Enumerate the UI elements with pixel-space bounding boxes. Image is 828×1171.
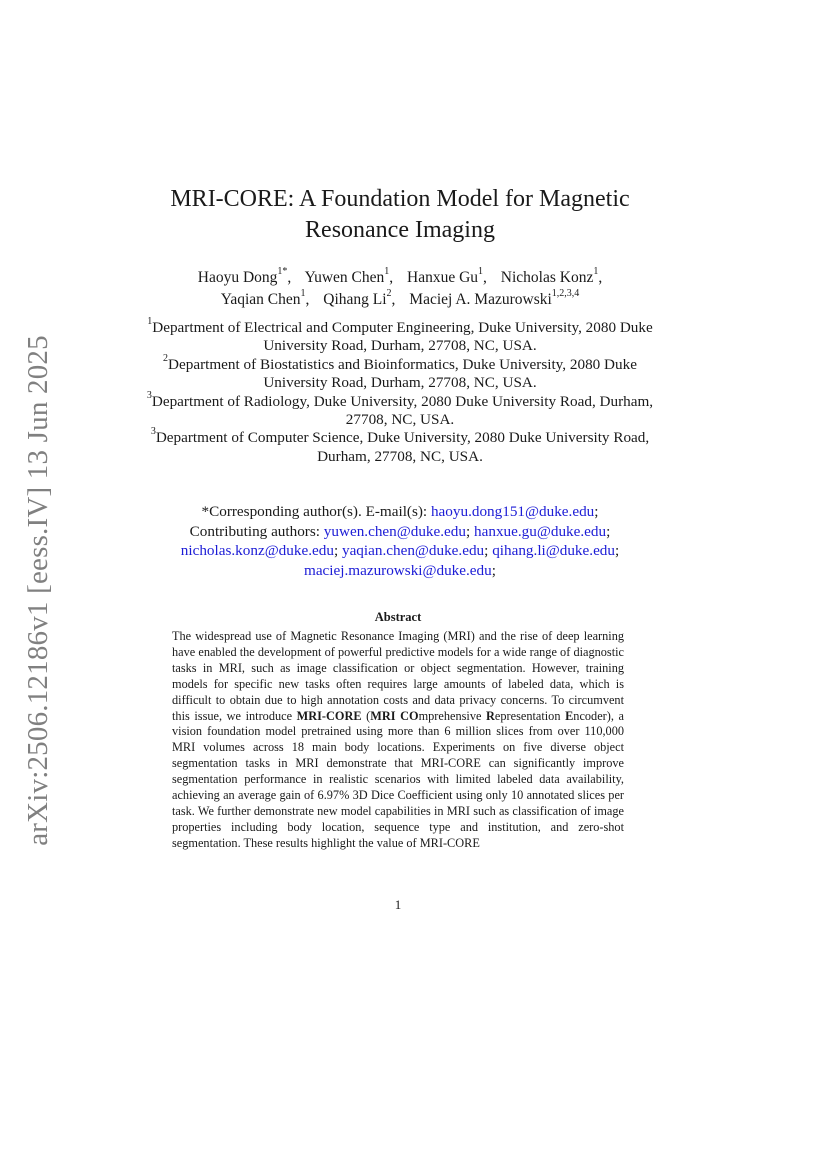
author: Hanxue Gu$^1$,: [407, 265, 487, 286]
author: Qihang Li$^2$,: [323, 287, 396, 308]
affiliation: $^2$Department of Biostatistics and Bioinformatics, Duke University, 2080 Duke University Road, Durham, 27708, NC, USA.: [163, 352, 637, 392]
affiliation: $^3$Department of Computer Science, Duke University, 2080 Duke University Road, Durham, 27708, NC, USA.: [150, 426, 650, 465]
email-link[interactable]: haoyu.dong151@duke.edu: [430, 503, 595, 520]
author: Yaqian Chen$^1$,: [220, 287, 310, 308]
author: Haoyu Dong$^{1*}$,: [197, 265, 292, 286]
arxiv-stamp-text: arXiv:2506.12186v1 [eess.IV] 13 Jun 2025: [21, 334, 54, 846]
author: Nicholas Konz$^1$,: [500, 265, 603, 286]
affiliation: $^1$Department of Electrical and Computer Engineering, Duke University, 2080 Duke University Road, Durham, 27708, NC, USA.: [147, 315, 653, 355]
model-name: MRI-CORE: [296, 708, 362, 723]
paper-title: [150, 184, 650, 246]
email-link[interactable]: yuwen.chen@duke.edu: [323, 522, 466, 540]
affiliation: $^3$Department of Radiology, Duke University, 2080 Duke University Road, Durham, 27708, NC, USA.: [146, 389, 654, 429]
email-link[interactable]: yaqian.chen@duke.edu: [341, 542, 485, 560]
author-line-1: [120, 267, 680, 289]
corresponding-label: *Corresponding author(s). E-mail(s):: [201, 503, 428, 520]
abstract-body: The widespread use of Magnetic Resonance Imaging (MRI) and the rise of deep learning have enabled the development of powerful predictive models for a wide range of diagnostic tasks in MRI, such as image classification or object segmentation. However, training models for specific new tasks often requires large amounts of labeled data, which is difficult to obtain due to high annotation costs and data privacy concerns. To circumvent this issue, we introduce MRI-CORE (MRI COmprehensive Representation Encoder), a vision foundation model pretrained using more than 6 million slices from over 110,000 MRI volumes across 18 main body locations. Experiments on five diverse object segmentation tasks in MRI demonstrate that MRI-CORE can significantly improve segmentation performance in realistic scenarios with limited labeled data availability, achieving an average gain of 6.97% 3D Dice Coefficient using only 10 annotated slices per task. We further demonstrate new model capabilities in MRI such as classification of image properties including body location, sequence type and institution, and zero-shot segmentation. These results highlight the value of MRI-CORE: [172, 629, 624, 850]
contributing-label: Contributing authors:: [189, 522, 320, 540]
author: Yuwen Chen$^1$,: [304, 265, 394, 286]
author-list: [120, 267, 680, 311]
email-link[interactable]: hanxue.gu@duke.edu: [474, 522, 607, 540]
page-number: 1: [394, 897, 402, 912]
email-link[interactable]: qihang.li@duke.edu: [492, 542, 615, 560]
title-line-2: Resonance Imaging: [305, 217, 495, 243]
author: Maciej A. Mazurowski$^{1,2,3,4}$: [409, 287, 580, 308]
abstract-heading: Abstract: [374, 610, 422, 624]
affiliations: [130, 315, 670, 466]
email-link[interactable]: nicholas.konz@duke.edu: [180, 542, 334, 560]
arxiv-identifier-stamp: [18, 334, 58, 846]
email-link[interactable]: maciej.mazurowski@duke.edu: [304, 561, 492, 579]
author-line-2: [120, 289, 680, 311]
title-line-1: MRI-CORE: A Foundation Model for Magnetic: [170, 186, 630, 212]
corresponding-authors: *Corresponding author(s). E-mail(s): haoyu.dong151@duke.edu; Contributing authors: yuwen.chen@duke.edu; hanxue.gu@duke.edu; nicholas.konz@duke.edu; yaqian.chen@duke.edu; qihang.li@duke.edu; maciej.mazurowski@duke.edu;: [180, 503, 620, 579]
